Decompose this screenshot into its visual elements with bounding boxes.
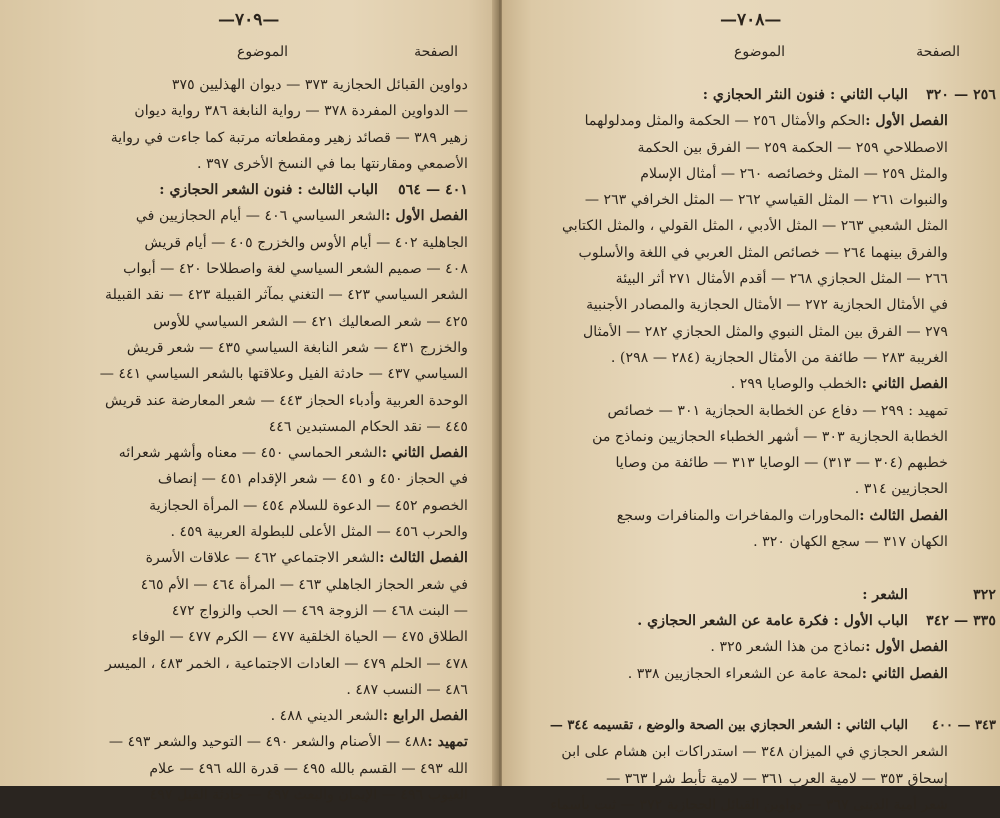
section-label: الفصل الأول : [865, 639, 948, 656]
contents-line [30, 414, 468, 440]
line-text: شعر أمية الدينى ٣٦٧ — دواوين القبائل الحجازية ٣٧٢ — ثبت بأسماء [550, 797, 948, 814]
page-number: —٧٠٨— [720, 10, 782, 30]
line-text: والخزرج ٤٣١ — شعر النابغة السياسي ٤٣٥ — شعر قريش [126, 339, 468, 356]
line-text: ٤٧٨ — الحلم ٤٧٩ — العادات الاجتماعية ، الخمر ٤٨٣ ، الميسر [104, 655, 468, 672]
contents-line [30, 545, 468, 571]
contents-line [30, 177, 468, 203]
line-text: ٤٢٥ — شعر الصعاليك ٤٢١ — الشعر السياسي للأوس [153, 313, 468, 330]
line-text: دواوين القبائل الحجازية ٣٧٣ — ديوان الهذليين ٣٧٥ [171, 77, 468, 93]
contents-line [30, 677, 468, 703]
contents-line [548, 371, 948, 397]
section-label: الفصل الأول : [385, 208, 468, 225]
page-range: ٣٣٥ — ٣٤٢ [926, 612, 996, 629]
line-text: والنبوات ٢٦١ — المثل القياسي ٢٦٢ — المثل الخرافي ٢٦٣ — [584, 192, 948, 209]
contents-line [548, 766, 948, 792]
contents-line [30, 98, 468, 124]
line-text: الحجازيين ٣١٤ . [854, 481, 948, 498]
contents-line [30, 519, 468, 545]
section-label: الفصل الثالث : [859, 507, 948, 524]
contents-line [30, 572, 468, 598]
contents-line [548, 187, 948, 213]
line-text: — الدواوين المفردة ٣٧٨ — رواية النابغة ٣٨٦ رواية ديوان [134, 103, 468, 120]
line-text: الاصطلاحي ٢٥٩ — الحكمة ٢٥٩ — الفرق بين الحكمة [637, 139, 948, 156]
contents-line [548, 503, 948, 529]
contents-line [30, 624, 468, 650]
contents-line [30, 72, 468, 98]
contents-line [548, 661, 948, 687]
contents-line [30, 703, 468, 729]
line-text: الشعر السياسي ٤٠٦ — أيام الحجازيين في [135, 208, 386, 225]
contents-list [30, 72, 468, 808]
line-text: الجاهلية ٤٠٢ — أيام الأوس والخزرج ٤٠٥ — أيام قريش [144, 234, 468, 251]
line-text: ٢٧٩ — الفرق بين المثل النبوي والمثل الحجازي ٢٨٢ — الأمثال [582, 323, 948, 340]
line-text: الخصوم ٤٥٢ — الدعوة للسلام ٤٥٤ — المرأة الحجازية [149, 497, 468, 514]
contents-line [548, 266, 948, 292]
line-text: الوحدة العربية وأدباء الحجاز ٤٤٣ — شعر المعارضة عند قريش [104, 392, 468, 409]
left-page [0, 0, 498, 804]
section-label: الفصل الثاني : [861, 376, 948, 393]
column-header-topic: الموضوع [734, 44, 785, 60]
section-label: الفصل الرابع : [382, 708, 468, 725]
contents-line [548, 135, 948, 161]
line-text: في الأمثال الحجازية ٢٧٢ — الأمثال الحجازية والمصادر الأجنبية [586, 297, 948, 314]
line-text: ٤٠٨ — صميم الشعر السياسي لغة واصطلاحا ٤٢٠ — أبواب [123, 261, 468, 278]
contents-line [548, 582, 996, 608]
line-text: الكهان ٣١٧ — سجع الكهان ٣٢٠ . [753, 534, 948, 551]
contents-line [548, 713, 996, 739]
line-text: المحاورات والمفاخرات والمنافرات وسجع [616, 507, 860, 524]
contents-line [30, 309, 468, 335]
contents-line [548, 213, 948, 239]
contents-line [30, 125, 468, 151]
contents-line [548, 792, 948, 818]
line-text: الخطب والوصايا ٢٩٩ . [730, 376, 862, 393]
section-label: الفصل الأول : [865, 113, 948, 130]
contents-line [548, 240, 948, 266]
line-text: في شعر الحجاز الجاهلي ٤٦٣ — المرأة ٤٦٤ — الأم ٤٦٥ [140, 576, 468, 593]
line-text: الله ٤٩٣ — القسم بالله ٤٩٥ — قدرة الله ٤٩٦ — علام [149, 760, 468, 777]
contents-line [30, 598, 468, 624]
contents-line [30, 756, 468, 782]
contents-line [548, 634, 948, 660]
line-text: إسحاق ٣٥٣ — لامية العرب ٣٦١ — لامية تأبط شرا ٣٦٣ — [606, 770, 948, 787]
contents-line [548, 398, 948, 424]
line-text: الباب الثالث : فنون الشعر الحجازي : [159, 182, 378, 199]
line-text: الباب الأول : فكرة عامة عن الشعر الحجازي . [637, 612, 908, 629]
line-text: ٤٨٨ — الأصنام والشعر ٤٩٠ — التوحيد والشعر ٤٩٣ — [108, 734, 428, 751]
section-label: تمهيد : [427, 734, 468, 751]
line-text: ٤٤٥ — نقد الحكام المستبدين ٤٤٦ [268, 418, 468, 435]
contents-line [30, 782, 468, 808]
page-range: ٣٤٣ — ٤٠٠ [932, 718, 996, 734]
line-text: السياسي ٤٣٧ — حادثة الفيل وعلاقتها بالشعر السياسي ٤٤١ — [99, 366, 468, 383]
line-text: الشعر الاجتماعي ٤٦٢ — علاقات الأسرة [145, 550, 380, 567]
contents-line [548, 82, 996, 108]
line-text: الطلاق ٤٧٥ — الحياة الخلقية ٤٧٧ — الكرم ٤٧٧ — الوفاء [131, 629, 468, 646]
section-label: الفصل الثالث : [379, 550, 468, 567]
section-label: الفصل الثاني : [381, 445, 468, 462]
line-text: في الحجاز ٤٥٠ و ٤٥١ — شعر الإقدام ٤٥١ — إنصاف [157, 471, 468, 488]
contents-line [548, 161, 948, 187]
contents-line [548, 319, 948, 345]
right-page [502, 0, 1000, 814]
contents-line [30, 256, 468, 282]
line-text: الباب الثاني : الشعر الحجازي بين الصحة والوضع ، تقسيمه ٣٤٤ — [549, 718, 908, 734]
contents-line [548, 608, 996, 634]
contents-line [548, 555, 948, 581]
line-text: الشعر الحماسي ٤٥٠ — معناه وأشهر شعرائه [118, 445, 382, 462]
contents-line [30, 151, 468, 177]
line-text: الغيوب ٤٩٦ — الإيمان والبعث ٤٩٧ — حادثة الفيل ٤٩٧ [149, 787, 468, 804]
line-text: ٤٨٦ — النسب ٤٨٧ . [346, 681, 468, 698]
contents-line [30, 466, 468, 492]
column-header-page: الصفحة [414, 44, 458, 60]
page-range: ٢٥٦ — ٣٢٠ [926, 87, 996, 103]
line-text: الغريبة ٢٨٣ — طائفة من الأمثال الحجازية (٢٨٤ — ٢٩٨) . [610, 349, 948, 366]
contents-list [548, 82, 996, 818]
page-number: —٧٠٩— [218, 10, 280, 30]
column-header-page: الصفحة [916, 44, 960, 60]
contents-line [548, 476, 948, 502]
line-text: زهير ٣٨٩ — قصائد زهير ومقطعاته مرتبة كما جاءت في رواية [110, 129, 468, 146]
line-text: والحرب ٤٥٦ — المثل الأعلى للبطولة العربية ٤٥٩ . [170, 524, 468, 541]
line-text: الشعر : [862, 586, 908, 603]
contents-line [30, 651, 468, 677]
line-text: لمحة عامة عن الشعراء الحجازيين ٣٣٨ . [627, 665, 862, 682]
contents-line [30, 729, 468, 755]
line-text: الشعر الديني ٤٨٨ . [270, 708, 383, 725]
line-text: والفرق بينهما ٢٦٤ — خصائص المثل العربي في اللغة والأسلوب [578, 244, 948, 261]
contents-line [548, 424, 948, 450]
line-text: الباب الثاني : فنون النثر الحجازي : [702, 87, 908, 103]
contents-line [548, 345, 948, 371]
contents-line [30, 203, 468, 229]
contents-line [548, 739, 948, 765]
contents-line [30, 361, 468, 387]
line-text: — البنت ٤٦٨ — الزوجة ٤٦٩ — الحب والزواج ٤٧٢ [171, 602, 468, 619]
line-text: خطبهم (٣٠٤ — ٣١٣) — الوصايا ٣١٣ — طائفة من وصايا [615, 455, 948, 472]
column-header-topic: الموضوع [237, 44, 288, 60]
contents-line [30, 388, 468, 414]
line-text: الحكم والأمثال ٢٥٦ — الحكمة والمثل ومدلولهما [584, 113, 866, 130]
contents-line [30, 230, 468, 256]
contents-line [30, 440, 468, 466]
line-text: تمهيد : ٢٩٩ — دفاع عن الخطابة الحجازية ٣٠١ — خصائص [607, 402, 948, 419]
contents-line [548, 687, 948, 713]
section-label: الفصل الثاني : [861, 665, 948, 682]
line-text: والمثل ٢٥٩ — المثل وخصائصه ٢٦٠ — أمثال الإسلام [640, 165, 948, 182]
contents-line [30, 493, 468, 519]
contents-line [30, 335, 468, 361]
line-text: المثل الشعبي ٢٦٣ — المثل الأدبي ، المثل القولي ، والمثل الكتابي [561, 218, 948, 235]
line-text: الشعر السياسي ٤٢٣ — التغني بمآثر القبيلة ٤٢٣ — نقد القبيلة [104, 287, 468, 304]
page-range: ٣٢٢ [973, 586, 996, 603]
page-range: ٤٠١ — ٥٦٤ [398, 182, 468, 199]
contents-line [548, 292, 948, 318]
line-text: نماذج من هذا الشعر ٣٢٥ . [710, 639, 866, 656]
contents-line [30, 282, 468, 308]
contents-line [548, 450, 948, 476]
contents-line [548, 529, 948, 555]
line-text: الشعر الحجازي في الميزان ٣٤٨ — استدراكات ابن هشام على ابن [561, 744, 948, 761]
line-text: ٢٦٦ — المثل الحجازي ٢٦٨ — أقدم الأمثال ٢٧١ أثر البيئة [615, 271, 948, 288]
line-text: الخطابة الحجازية ٣٠٣ — أشهر الخطباء الحجازيين ونماذج من [592, 428, 948, 445]
line-text: الأصمعي ومقارنتها بما في النسخ الأخرى ٣٩٧ . [197, 155, 468, 172]
contents-line [548, 108, 948, 134]
